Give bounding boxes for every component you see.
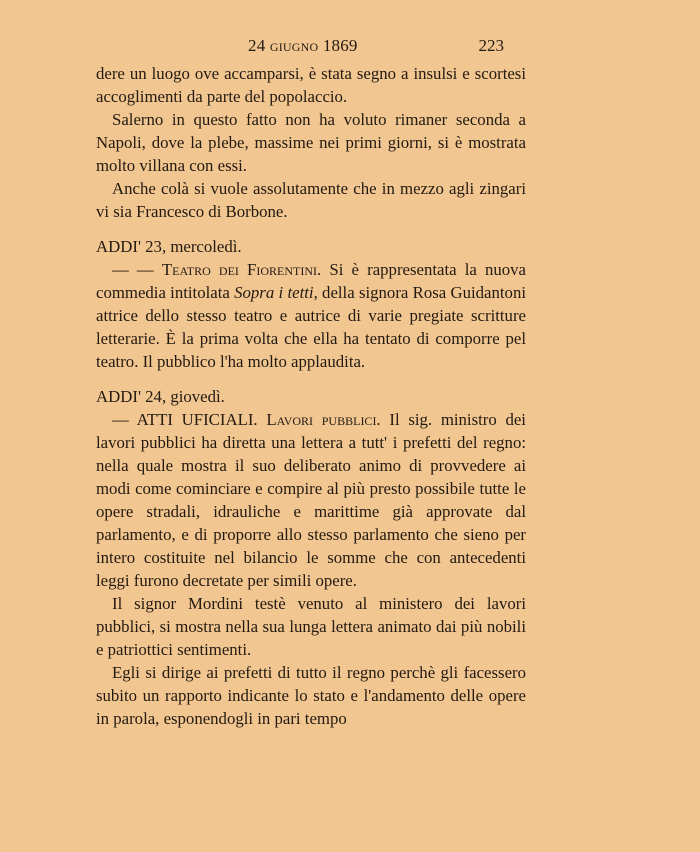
paragraph-continuation: dere un luogo ove accamparsi, è stata segno a insulsi e scortesi accoglimenti da parte del popolaccio.: [96, 64, 526, 106]
em-dash: —: [112, 410, 137, 429]
paragraph-atti-uficiali: [96, 408, 526, 592]
paragraph-salerno: Salerno in questo fatto non ha voluto rimaner seconda a Napoli, dove la plebe, massime nei primi giorni, si è mostrata molto villana con essi.: [96, 110, 526, 175]
section-heading-atti: ATTI UFICIALI.: [136, 410, 258, 429]
paragraph-teatro: [96, 258, 526, 373]
paragraph-zingari: Anche colà si vuole assolutamente che in mezzo agli zingari vi sia Francesco di Borbone.: [96, 179, 526, 221]
paragraph-mordini: Il signor Mordini testè venuto al ministero dei lavori pubblici, si mostra nella sua lunga lettera animato dai più nobili e patriottici sentimenti.: [96, 594, 526, 659]
running-header: [96, 36, 526, 62]
section-subheading-lavori: Lavori pubblici.: [266, 410, 381, 429]
atti-text: Il sig. ministro dei lavori pubblici ha diretta una lettera a tutt' i prefetti del regno: nella quale mostra il suo deliberato animo di provvedere ai modi come cominciare e compire al più presto possibile tutte le opere stradali, idrauliche e marittime già approvate dal parlamento, e di proporre allo stesso parlamento che sieno per intero costituite nel bilancio le somme che con antecedenti leggi furono decretate per simili opere.: [96, 410, 526, 590]
section-heading-teatro: Teatro dei Fiorentini.: [161, 260, 322, 279]
play-title: Sopra i tetti: [234, 283, 314, 302]
page-number: 223: [478, 36, 504, 55]
spacer: [96, 373, 526, 385]
book-page: [96, 36, 526, 730]
dateline-23: ADDI' 23, mercoledì.: [96, 237, 242, 256]
teatro-text-b: , della signora Rosa Guidantoni attrice dello stesso teatro e autrice di varie pregiate scritture letterarie. È la prima volta che ella ha tentato di comporre pel teatro. Il pubblico l'ha molto applaudita.: [96, 283, 526, 371]
em-dash: — —: [112, 260, 162, 279]
paragraph-prefetti: Egli si dirige ai prefetti di tutto il regno perchè gli facessero subito un rapporto indicante lo stato e l'andamento delle opere in parola, esponendogli in pari tempo: [96, 663, 526, 728]
teatro-text-a: Si è rappresentata la nuova commedia intitolata: [96, 260, 526, 302]
header-date: 24 giugno 1869: [248, 36, 358, 55]
dateline-24: ADDI' 24, giovedì.: [96, 387, 225, 406]
spacer: [96, 223, 526, 235]
